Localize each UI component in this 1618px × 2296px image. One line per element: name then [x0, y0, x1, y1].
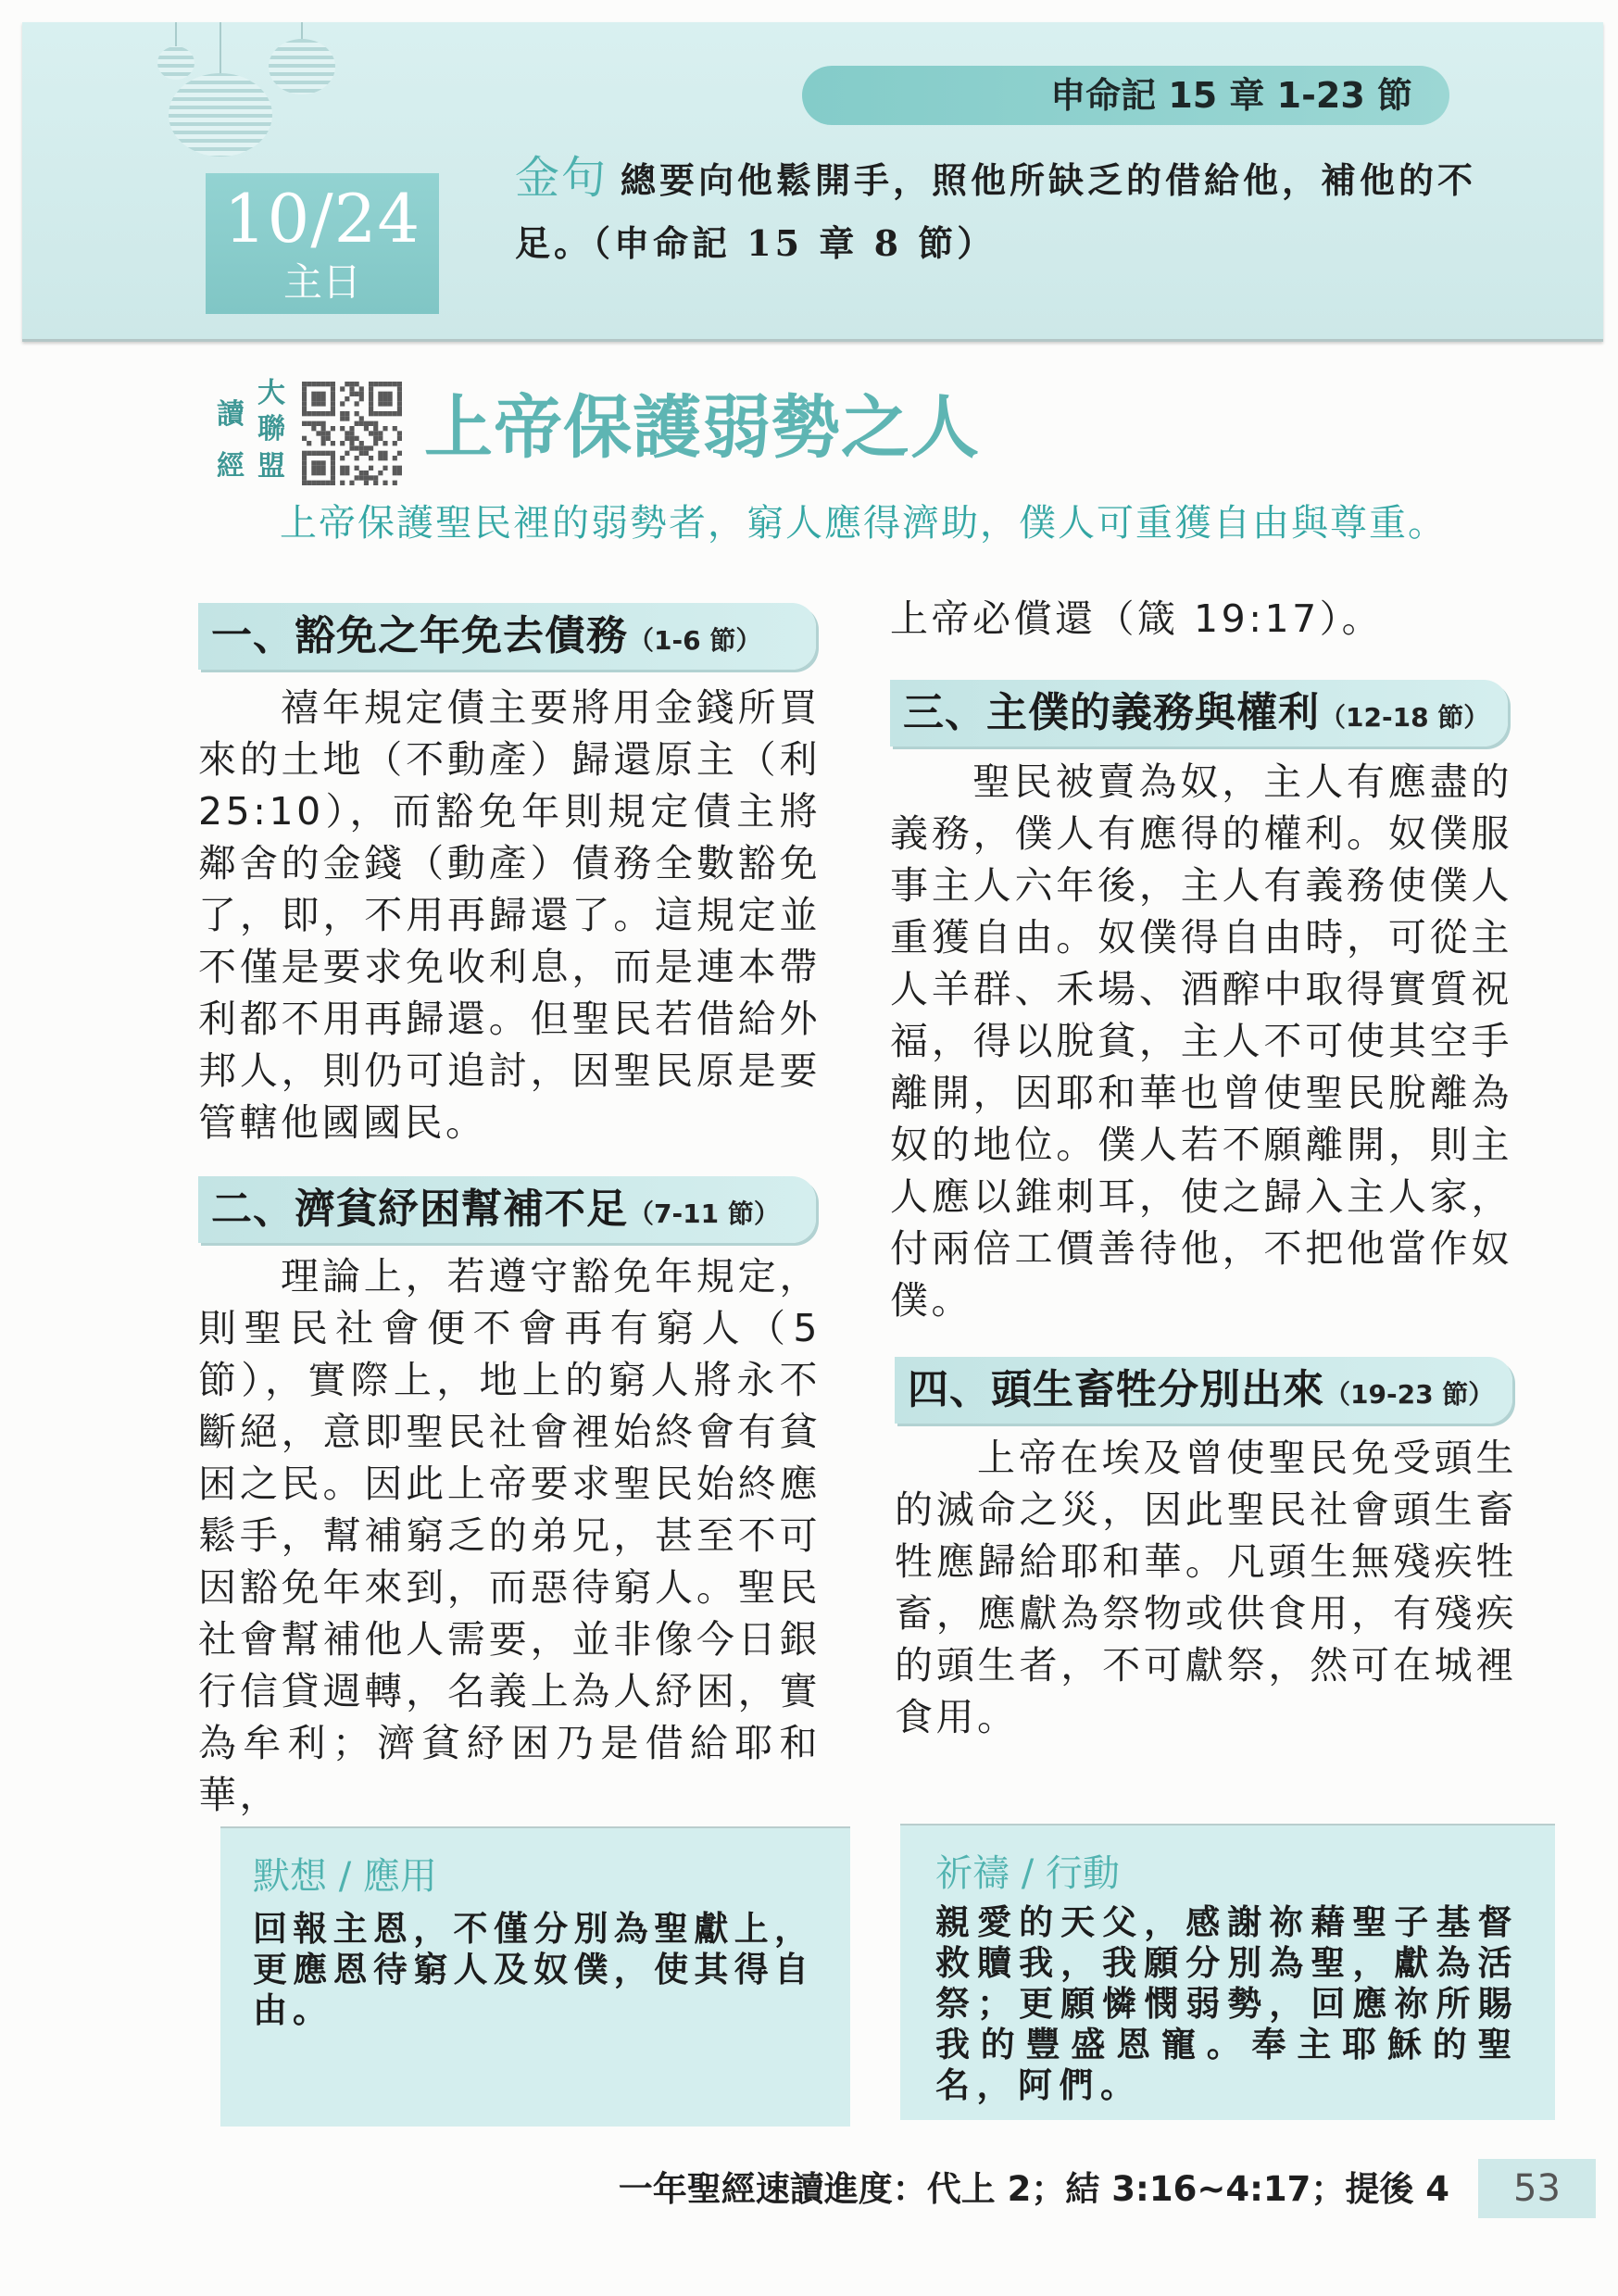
qr-module: [369, 421, 373, 426]
qr-module: [316, 470, 320, 475]
qr-module: [345, 431, 349, 435]
qr-module: [326, 451, 331, 456]
qr-module: [311, 460, 316, 465]
section-2-heading: [198, 1176, 816, 1243]
qr-module: [364, 426, 369, 431]
qr-module: [302, 481, 307, 485]
qr-module: [383, 382, 387, 386]
qr-module: [397, 396, 402, 401]
qr-module: [321, 411, 326, 416]
qr-label-league: 盟: [257, 450, 285, 483]
section-4-body: 上帝在埃及曾使聖民免受頭生的滅命之災，因此聖民社會頭生畜牲應歸給耶和華。凡頭生無殘疾牲畜，應獻為祭物或供食用，有殘疾的頭生者，不可獻祭，然可在城裡食用。: [895, 1436, 1517, 1739]
qr-module: [364, 481, 369, 485]
qr-module: [321, 481, 326, 485]
qr-module: [369, 401, 373, 406]
qr-module: [355, 392, 359, 396]
qr-module: [373, 475, 378, 480]
qr-module: [307, 441, 311, 445]
qr-module: [349, 441, 354, 445]
qr-module: [378, 431, 383, 435]
qr-module: [397, 466, 402, 470]
qr-module: [364, 470, 369, 475]
qr-module: [378, 396, 383, 401]
qr-module: [359, 392, 364, 396]
qr-module: [316, 401, 320, 406]
section-3-verses: （12-18 節）: [1320, 702, 1490, 733]
qr-module: [397, 411, 402, 416]
qr-module: [383, 396, 387, 401]
qr-module: [302, 436, 307, 441]
qr-module: [378, 392, 383, 396]
qr-module: [302, 411, 307, 416]
qr-module: [316, 382, 320, 386]
qr-module: [359, 416, 364, 420]
qr-module: [307, 421, 311, 426]
qr-module: [373, 426, 378, 431]
qr-module: [349, 392, 354, 396]
qr-module: [331, 475, 335, 480]
qr-module: [359, 441, 364, 445]
meditation-box: [220, 1826, 850, 2127]
reading-progress: 一年聖經速讀進度：代上 2；結 3:16~4:17；提後 4: [618, 2169, 1449, 2209]
qr-module: [321, 401, 326, 406]
lantern-decoration-icon: [139, 22, 380, 180]
section-2-verses: （7-11 節）: [628, 1198, 780, 1229]
qr-module: [369, 396, 373, 401]
qr-module: [373, 481, 378, 485]
qr-module: [378, 470, 383, 475]
qr-module: [321, 426, 326, 431]
qr-module: [331, 470, 335, 475]
section-2-continuation: 上帝必償還（箴 19:17）。: [890, 596, 1384, 641]
section-4-verses: （19-23 節）: [1324, 1379, 1495, 1410]
qr-module: [383, 411, 387, 416]
qr-module: [316, 421, 320, 426]
qr-module: [345, 382, 349, 386]
qr-module: [331, 407, 335, 411]
qr-module: [378, 411, 383, 416]
section-2-body: 理論上，若遵守豁免年規定，則聖民社會便不會再有窮人（5 節），實際上，地上的窮人將永不斷絕，意即聖民社會裡始終會有貧困之民。因此上帝要求聖民始終應鬆手，幫補窮乏的弟兄，甚至不可因豁免年來到，而惡待窮人。聖民社會幫補他人需要，並非像今日銀行信貸週轉，名義上為人紓困，實為牟利；濟貧紓困乃是借給耶和華，: [198, 1254, 821, 1817]
qr-module: [302, 392, 307, 396]
qr-module: [345, 470, 349, 475]
qr-module: [311, 426, 316, 431]
date-badge: [206, 173, 439, 314]
qr-module: [326, 431, 331, 435]
qr-module: [302, 456, 307, 460]
qr-module: [359, 475, 364, 480]
qr-module: [311, 411, 316, 416]
qr-module: [369, 466, 373, 470]
qr-module: [321, 451, 326, 456]
qr-module: [364, 445, 369, 450]
prayer-label: 祈禱 / 行動: [935, 1852, 1120, 1895]
prayer-text: 親愛的天父，感謝祢藉聖子基督救贖我，我願分別為聖，獻為活祭；更願憐憫弱勢，回應祢所賜我的豐盛恩寵。奉主耶穌的聖名，阿們。: [935, 1901, 1519, 2105]
qr-module: [331, 456, 335, 460]
qr-module: [316, 466, 320, 470]
qr-module: [355, 411, 359, 416]
qr-module: [369, 382, 373, 386]
qr-module: [393, 382, 397, 386]
qr-module: [373, 431, 378, 435]
qr-module: [326, 436, 331, 441]
qr-module: [378, 436, 383, 441]
qr-module: [383, 466, 387, 470]
qr-module: [349, 431, 354, 435]
qr-module: [369, 392, 373, 396]
qr-module: [397, 436, 402, 441]
qr-module: [340, 416, 345, 420]
qr-module: [397, 382, 402, 386]
qr-module: [359, 396, 364, 401]
page-number: 53: [1478, 2159, 1596, 2218]
page-title: 上帝保護弱勢之人: [424, 388, 980, 468]
qr-module: [326, 411, 331, 416]
qr-module: [359, 386, 364, 391]
qr-module: [311, 382, 316, 386]
qr-module: [369, 407, 373, 411]
qr-module: [311, 421, 316, 426]
qr-module: [355, 466, 359, 470]
section-1-heading: [198, 603, 816, 670]
qr-module: [393, 466, 397, 470]
qr-module: [311, 451, 316, 456]
qr-module: [326, 481, 331, 485]
qr-module: [331, 386, 335, 391]
qr-module: [302, 421, 307, 426]
qr-module: [378, 401, 383, 406]
qr-module: [321, 436, 326, 441]
section-1-title: 一、豁免之年免去債務: [211, 612, 628, 659]
qr-module: [302, 451, 307, 456]
qr-module: [355, 421, 359, 426]
qr-module: [364, 421, 369, 426]
qr-module: [369, 411, 373, 416]
qr-module: [383, 426, 387, 431]
qr-module: [316, 431, 320, 435]
qr-label-read: 讀: [217, 398, 245, 431]
qr-module: [331, 460, 335, 465]
qr-module: [321, 392, 326, 396]
qr-module: [331, 426, 335, 431]
qr-module: [373, 382, 378, 386]
scripture-reference: 申命記 15 章 1-23 節: [1050, 75, 1412, 116]
qr-module: [369, 445, 373, 450]
qr-module: [331, 411, 335, 416]
qr-module: [331, 466, 335, 470]
qr-module: [383, 441, 387, 445]
qr-module: [388, 392, 393, 396]
qr-module: [364, 475, 369, 480]
qr-module: [373, 441, 378, 445]
qr-module: [321, 431, 326, 435]
qr-module: [349, 445, 354, 450]
qr-module: [321, 466, 326, 470]
qr-module: [383, 451, 387, 456]
qr-module: [378, 382, 383, 386]
qr-module: [321, 382, 326, 386]
qr-module: [388, 396, 393, 401]
day-label: 主日: [282, 259, 361, 305]
section-1-body: 禧年規定債主要將用金錢所買來的土地（不動產）歸還原主（利 25:10），而豁免年則規定債主將鄰舍的金錢（動產）債務全數豁免了，即，不用再歸還了。這規定並不僅是要求免收利息，而是連本帶利都不用再歸還。但聖民若借給外邦人，則仍可追討，因聖民原是要管轄他國國民。: [198, 685, 821, 1145]
qr-module: [307, 451, 311, 456]
qr-module: [349, 382, 354, 386]
prayer-box: [900, 1824, 1555, 2120]
section-2-title: 二、濟貧紓困幫補不足: [211, 1186, 628, 1233]
qr-module: [302, 407, 307, 411]
qr-module: [349, 481, 354, 485]
qr-module: [316, 451, 320, 456]
qr-module: [307, 382, 311, 386]
qr-module: [321, 470, 326, 475]
qr-module: [393, 470, 397, 475]
section-3-body: 聖民被賣為奴，主人有應盡的義務，僕人有應得的權利。奴僕服事主人六年後，主人有義務使僕人重獲自由。奴僕得自由時，可從主人羊群、禾場、酒醡中取得實質祝福，得以脫貧，主人不可使其空手離開，因耶和華也曾使聖民脫離為奴的地位。僕人若不願離開，則主人應以錐刺耳，使之歸入主人家，付兩倍工價善待他，不把他當作奴僕。: [890, 759, 1512, 1323]
qr-module: [355, 456, 359, 460]
qr-module: [302, 401, 307, 406]
qr-module: [359, 451, 364, 456]
qr-module: [393, 426, 397, 431]
qr-module: [307, 481, 311, 485]
qr-module: [316, 392, 320, 396]
golden-verse: [515, 146, 1497, 275]
section-3-title: 三、主僕的義務與權利: [903, 689, 1320, 736]
qr-module: [364, 451, 369, 456]
qr-module: [340, 481, 345, 485]
qr-module: [307, 411, 311, 416]
qr-module: [340, 386, 345, 391]
qr-module: [369, 386, 373, 391]
qr-module: [340, 441, 345, 445]
qr-module: [383, 401, 387, 406]
qr-module: [388, 401, 393, 406]
qr-module: [345, 436, 349, 441]
qr-module: [340, 426, 345, 431]
qr-module: [345, 396, 349, 401]
qr-module: [340, 411, 345, 416]
qr-module: [311, 470, 316, 475]
golden-verse-text: 總要向他鬆開手，照他所缺乏的借給他，補他的不足。（申命記 15 章 8 節）: [515, 159, 1477, 264]
qr-module: [373, 421, 378, 426]
qr-module: [326, 382, 331, 386]
qr-module: [340, 470, 345, 475]
qr-module: [349, 436, 354, 441]
qr-module: [383, 392, 387, 396]
qr-module: [331, 396, 335, 401]
qr-module: [321, 421, 326, 426]
qr-module: [393, 441, 397, 445]
qr-module: [302, 470, 307, 475]
qr-module: [345, 451, 349, 456]
qr-module: [393, 456, 397, 460]
qr-module: [388, 411, 393, 416]
qr-module: [302, 382, 307, 386]
section-3-heading: [890, 680, 1508, 747]
qr-module: [302, 396, 307, 401]
qr-module: [373, 411, 378, 416]
lantern-2: [169, 73, 272, 157]
qr-module: [311, 481, 316, 485]
qr-module: [331, 392, 335, 396]
qr-module: [369, 456, 373, 460]
qr-module: [349, 426, 354, 431]
qr-module: [355, 382, 359, 386]
qr-module: [340, 456, 345, 460]
qr-module: [373, 436, 378, 441]
qr-module: [359, 421, 364, 426]
qr-module: [316, 396, 320, 401]
qr-module: [378, 456, 383, 460]
section-1-verses: （1-6 節）: [628, 625, 762, 656]
qr-module: [383, 456, 387, 460]
qr-module: [355, 436, 359, 441]
qr-module: [316, 481, 320, 485]
section-4-heading: [895, 1357, 1512, 1424]
lantern-1: [157, 46, 194, 80]
qr-module: [397, 451, 402, 456]
qr-module: [369, 431, 373, 435]
qr-module: [355, 401, 359, 406]
qr-label-big: 大: [257, 377, 285, 409]
qr-label-union: 聯: [257, 413, 285, 445]
qr-module: [369, 475, 373, 480]
qr-module: [359, 445, 364, 450]
date: 10/24: [223, 180, 421, 257]
qr-module: [359, 470, 364, 475]
qr-module: [393, 411, 397, 416]
qr-module: [331, 441, 335, 445]
qr-module: [397, 401, 402, 406]
qr-module: [393, 481, 397, 485]
page-subtitle: 上帝保護聖民裡的弱勢者，窮人應得濟助，僕人可重獲自由與尊重。: [280, 502, 1447, 545]
qr-module: [311, 401, 316, 406]
qr-module: [383, 481, 387, 485]
qr-module: [340, 401, 345, 406]
qr-module: [321, 460, 326, 465]
qr-module: [397, 386, 402, 391]
qr-module: [302, 386, 307, 391]
qr-module: [321, 396, 326, 401]
qr-module: [302, 475, 307, 480]
qr-module: [355, 475, 359, 480]
qr-module: [345, 466, 349, 470]
qr-module: [321, 441, 326, 445]
qr-module: [311, 466, 316, 470]
qr-module: [397, 470, 402, 475]
meditation-label: 默想 / 應用: [253, 1855, 437, 1898]
qr-module: [311, 396, 316, 401]
qr-module: [331, 481, 335, 485]
meditation-text: 回報主恩，不僅分別為聖獻上，更應恩待窮人及奴僕，使其得自由。: [253, 1908, 814, 2030]
qr-module: [378, 451, 383, 456]
qr-module: [311, 392, 316, 396]
qr-module: [302, 460, 307, 465]
section-4-title: 四、頭生畜牲分別出來: [908, 1366, 1324, 1413]
scripture-reference-pill: [802, 66, 1449, 125]
qr-module: [331, 401, 335, 406]
qr-module: [388, 382, 393, 386]
qr-module: [331, 451, 335, 456]
qr-module: [316, 411, 320, 416]
golden-verse-label: 金句: [515, 152, 608, 204]
qr-label-scripture: 經: [217, 450, 245, 483]
qr-module: [397, 431, 402, 435]
qr-module: [345, 416, 349, 420]
qr-module: [355, 445, 359, 450]
lantern-3: [269, 39, 335, 94]
qr-module: [316, 460, 320, 465]
qr-module: [340, 466, 345, 470]
qr-module: [397, 407, 402, 411]
qr-module: [345, 411, 349, 416]
qr-module: [397, 392, 402, 396]
qr-module: [331, 382, 335, 386]
qr-module: [349, 386, 354, 391]
qr-code-icon: [302, 382, 402, 485]
qr-module: [302, 466, 307, 470]
